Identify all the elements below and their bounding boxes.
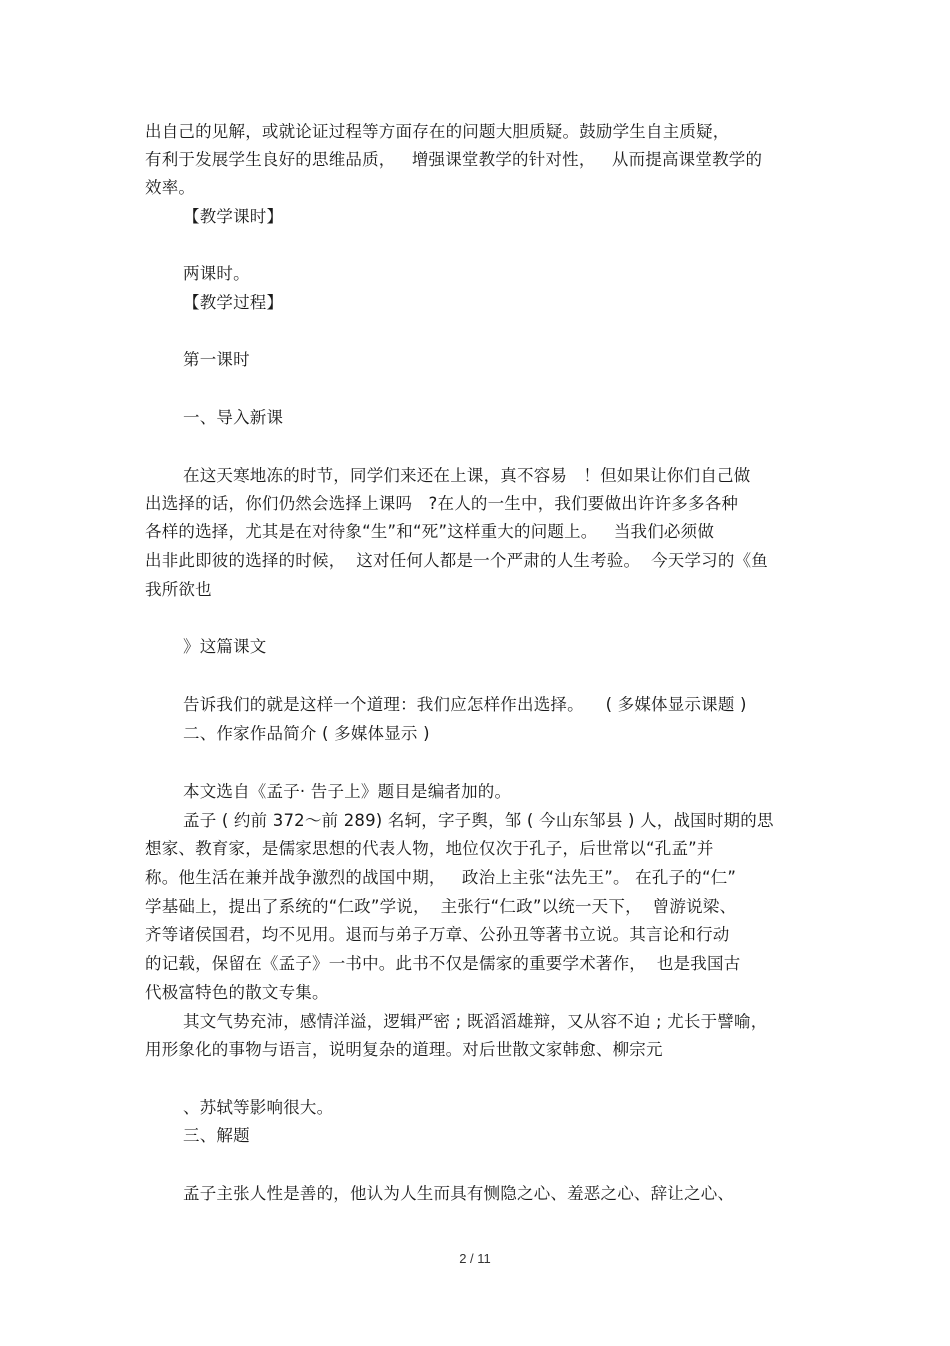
text-line: 的记载，保留在《孟子》一书中。此书不仅是儒家的重要学术著作， 也是我国古 bbox=[145, 954, 741, 973]
text-line: 、苏轼等影响很大。 bbox=[183, 1098, 334, 1117]
text-line: 出非此即彼的选择的时候， 这对任何人都是一个严肃的人生考验。 今天学习的《鱼 bbox=[145, 551, 768, 570]
text-line: 齐等诸侯国君，均不见用。退而与弟子万章、公孙丑等著书立说。其言论和行动 bbox=[145, 925, 730, 944]
text-line: 用形象化的事物与语言，说明复杂的道理。对后世散文家韩愈、柳宗元 bbox=[145, 1040, 663, 1059]
section-heading: 【教学课时】 bbox=[183, 207, 284, 226]
text-line: 在这天寒地冻的时节，同学们来还在上课，真不容易 ！但如果让你们自己做 bbox=[183, 466, 751, 485]
text-line: 其文气势充沛，感情洋溢，逻辑严密 ; 既滔滔雄辩，又从容不迫 ; 尤长于譬喻， bbox=[183, 1012, 768, 1031]
text-line: 出自己的见解，或就论证过程等方面存在的问题大胆质疑。鼓励学生自主质疑， bbox=[145, 122, 730, 141]
text-line: 有利于发展学生良好的思维品质， 增强课堂教学的针对性， 从而提高课堂教学的 bbox=[145, 150, 763, 169]
subsection-heading: 第一课时 bbox=[183, 350, 250, 369]
text-line: 想家、教育家，是儒家思想的代表人物，地位仅次于孔子，后世常以“孔孟”并 bbox=[145, 839, 714, 858]
subsection-heading: 一、导入新课 bbox=[183, 408, 284, 427]
text-line: 各样的选择，尤其是在对待象“生”和“死”这样重大的问题上。 当我们必须做 bbox=[145, 522, 715, 541]
subsection-heading: 二、作家作品简介 ( 多媒体显示 ) bbox=[183, 724, 430, 743]
text-line: 学基础上，提出了系统的“仁政”学说， 主张行“仁政”以统一天下， 曾游说梁、 bbox=[145, 897, 737, 916]
subsection-heading: 三、解题 bbox=[183, 1126, 250, 1145]
text-line: 我所欲也 bbox=[145, 580, 212, 599]
page-number: 2 / 11 bbox=[459, 1251, 491, 1266]
text-line: 两课时。 bbox=[183, 264, 250, 283]
text-line: 孟子 ( 约前 372～前 289) 名轲，字子舆，邹 ( 今山东邹县 ) 人，战国时期的思 bbox=[183, 811, 774, 830]
text-line: 》这篇课文 bbox=[183, 637, 267, 656]
text-line: 称。他生活在兼并战争激烈的战国中期， 政治上主张“法先王”。 在孔子的“仁” bbox=[145, 868, 737, 887]
text-line: 效率。 bbox=[145, 178, 196, 197]
section-heading: 【教学过程】 bbox=[183, 293, 284, 312]
text-line: 本文选自《孟子· 告子上》题目是编者加的。 bbox=[183, 782, 512, 801]
text-line: 告诉我们的就是这样一个道理：我们应怎样作出选择。 ( 多媒体显示课题 ) bbox=[183, 695, 747, 714]
text-line: 出选择的话，你们仍然会选择上课吗 ?在人的一生中，我们要做出许许多多各种 bbox=[145, 494, 739, 513]
text-line: 孟子主张人性是善的，他认为人生而具有恻隐之心、羞恶之心、辞让之心、 bbox=[183, 1184, 735, 1203]
text-line: 代极富特色的散文专集。 bbox=[145, 983, 329, 1002]
